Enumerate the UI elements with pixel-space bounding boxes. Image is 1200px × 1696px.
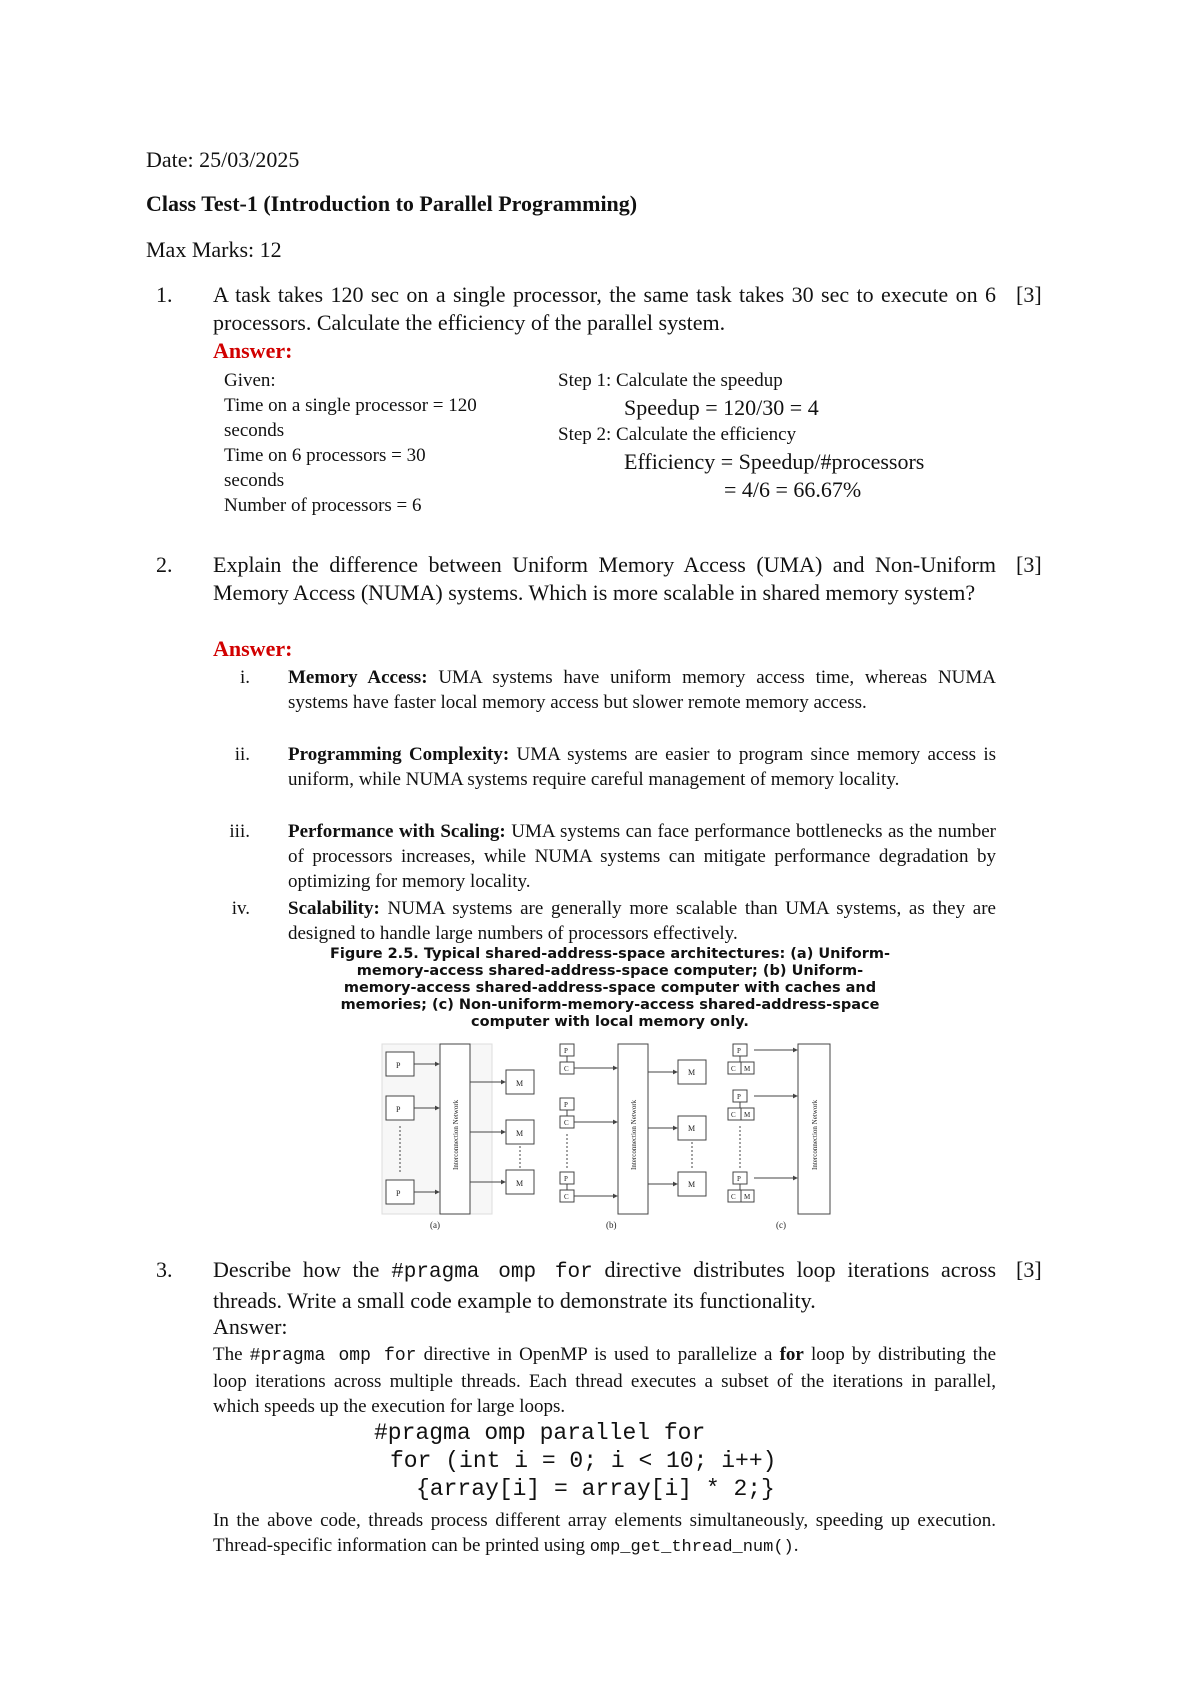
proc-label: P <box>396 1105 401 1114</box>
point-memory-access <box>288 665 996 715</box>
caption-line: memory-access shared-address-space computer with caches and <box>343 980 877 996</box>
q3-text <box>213 1256 996 1315</box>
q2-answer-label: Answer: <box>213 636 293 661</box>
point-scalability <box>288 896 996 946</box>
q3-marks: [3] <box>1016 1257 1042 1282</box>
given-line: Time on a single processor = 120 <box>224 395 477 416</box>
given-line: seconds <box>224 420 285 441</box>
proc-label: P <box>564 1047 568 1055</box>
q3-directive: #pragma omp for <box>391 1261 593 1284</box>
caption-line: computer with local memory only. <box>471 1014 749 1030</box>
q1-step1: Step 1: Calculate the speedup <box>558 370 783 391</box>
para1-post: loop by distributing the loop iterations across multiple threads. Each thread executes a subset of the iterations in parallel, which speeds up the execution for large loops. <box>213 1344 996 1417</box>
mem-label: M <box>744 1111 751 1119</box>
q1-answer-label: Answer: <box>213 338 293 363</box>
mem-label: M <box>744 1065 751 1073</box>
point-programming-complexity <box>288 742 996 792</box>
point-numeral: ii. <box>234 744 250 765</box>
architecture-diagram <box>378 1040 838 1230</box>
para1-code: #pragma omp for <box>249 1346 417 1366</box>
point-term: Scalability: <box>288 898 380 919</box>
cache-label: C <box>564 1065 569 1073</box>
q1-number: 1. <box>156 282 173 307</box>
point-numeral: iv. <box>231 898 250 919</box>
test-title: Class Test-1 (Introduction to Parallel Programming) <box>146 191 638 216</box>
cache-label: C <box>564 1119 569 1127</box>
para2-pre: In the above code, threads process different array elements simultaneously, speeding up execution. Thread-specific information can be printed using <box>213 1510 996 1556</box>
mem-label: M <box>688 1180 696 1189</box>
max-marks: Max Marks: 12 <box>146 237 282 262</box>
network-label: Interconnection Network <box>630 1099 638 1170</box>
para1-pre: The <box>213 1344 250 1365</box>
proc-label: P <box>396 1061 401 1070</box>
code-line-3: {array[i] = array[i] * 2;} <box>416 1476 775 1502</box>
point-text: NUMA systems are generally more scalable than UMA systems, as they are designed to handle large numbers of processors effectively. <box>288 898 996 944</box>
point-text: UMA systems are easier to program since memory access is uniform, while NUMA systems require careful management of memory locality. <box>288 744 996 790</box>
point-numeral: i. <box>239 667 250 688</box>
cache-label: C <box>731 1065 736 1073</box>
mem-label: M <box>516 1179 524 1188</box>
point-term: Performance with Scaling: <box>288 821 506 842</box>
q1-text: A task takes 120 sec on a single processor, the same task takes 30 sec to execute on 6 processors. Calculate the efficiency of the parallel system. <box>213 282 996 335</box>
given-line: Number of processors = 6 <box>224 495 422 516</box>
q3-number: 3. <box>156 1257 173 1282</box>
cache-label: C <box>731 1111 736 1119</box>
proc-label: P <box>737 1047 741 1055</box>
proc-label: P <box>737 1093 741 1101</box>
network-label: Interconnection Network <box>811 1099 819 1170</box>
para2-post: . <box>793 1535 799 1556</box>
mem-label: M <box>516 1079 524 1088</box>
para1-mid: directive in OpenMP is used to parallelize a <box>416 1344 780 1365</box>
given-line: Given: <box>224 370 276 391</box>
point-term: Memory Access: <box>288 667 428 688</box>
q1-efficiency: Efficiency = Speedup/#processors <box>624 449 925 474</box>
sub-label-c: (c) <box>776 1220 786 1230</box>
q1-efficiency-result: = 4/6 = 66.67% <box>724 477 862 502</box>
q1-speedup: Speedup = 120/30 = 4 <box>624 395 819 420</box>
point-text: UMA systems can face performance bottlenecks as the number of processors increases, while NUMA systems can mitigate performance degradation by optimizing for memory locality. <box>288 821 996 892</box>
q3-para2 <box>213 1508 996 1560</box>
cache-label: C <box>731 1193 736 1201</box>
given-line: Time on 6 processors = 30 <box>224 445 426 466</box>
point-performance-scaling <box>288 819 996 894</box>
proc-label: P <box>564 1175 568 1183</box>
code-line-2: for (int i = 0; i < 10; i++) <box>390 1448 777 1474</box>
q2-text: Explain the difference between Uniform Memory Access (UMA) and Non-Uniform Memory Access (NUMA) systems. Which is more scalable in shared memory system? <box>213 552 996 605</box>
mem-label: M <box>516 1129 524 1138</box>
sub-label-b: (b) <box>606 1220 617 1230</box>
date: Date: 25/03/2025 <box>146 147 300 172</box>
para2-code: omp_get_thread_num() <box>589 1538 794 1557</box>
mem-label: M <box>688 1068 696 1077</box>
q1-step2: Step 2: Calculate the efficiency <box>558 424 797 445</box>
q3-para1 <box>213 1342 996 1419</box>
proc-label: P <box>564 1101 568 1109</box>
point-term: Programming Complexity: <box>288 744 510 765</box>
caption-line: memory-access shared-address-space computer; (b) Uniform- <box>356 963 864 979</box>
sub-label-a: (a) <box>430 1220 440 1230</box>
code-line-1: #pragma omp parallel for <box>374 1420 706 1446</box>
proc-label: P <box>396 1189 401 1198</box>
network-label: Interconnection Network <box>452 1099 460 1170</box>
figure-caption <box>300 946 920 1031</box>
q2-number: 2. <box>156 552 173 577</box>
q1-marks: [3] <box>1016 282 1042 307</box>
point-text: UMA systems have uniform memory access time, whereas NUMA systems have faster local memory access but slower remote memory access. <box>288 667 996 713</box>
q3-text-post: directive distributes loop iterations across threads. Write a small code example to demonstrate its functionality. <box>213 1257 997 1313</box>
para1-bold: for <box>779 1344 804 1365</box>
given-line: seconds <box>224 470 285 491</box>
q3-answer-label: Answer: <box>213 1314 288 1339</box>
caption-line: memories; (c) Non-uniform-memory-access shared-address-space <box>340 997 880 1013</box>
proc-label: P <box>737 1175 741 1183</box>
caption-line: Figure 2.5. Typical shared-address-space architectures: (a) Uniform- <box>329 946 891 962</box>
q3-text-pre: Describe how the <box>213 1257 392 1282</box>
q1-given <box>224 368 544 518</box>
mem-label: M <box>688 1124 696 1133</box>
q2-marks: [3] <box>1016 552 1042 577</box>
cache-label: C <box>564 1193 569 1201</box>
mem-label: M <box>744 1193 751 1201</box>
point-numeral: iii. <box>229 821 250 842</box>
